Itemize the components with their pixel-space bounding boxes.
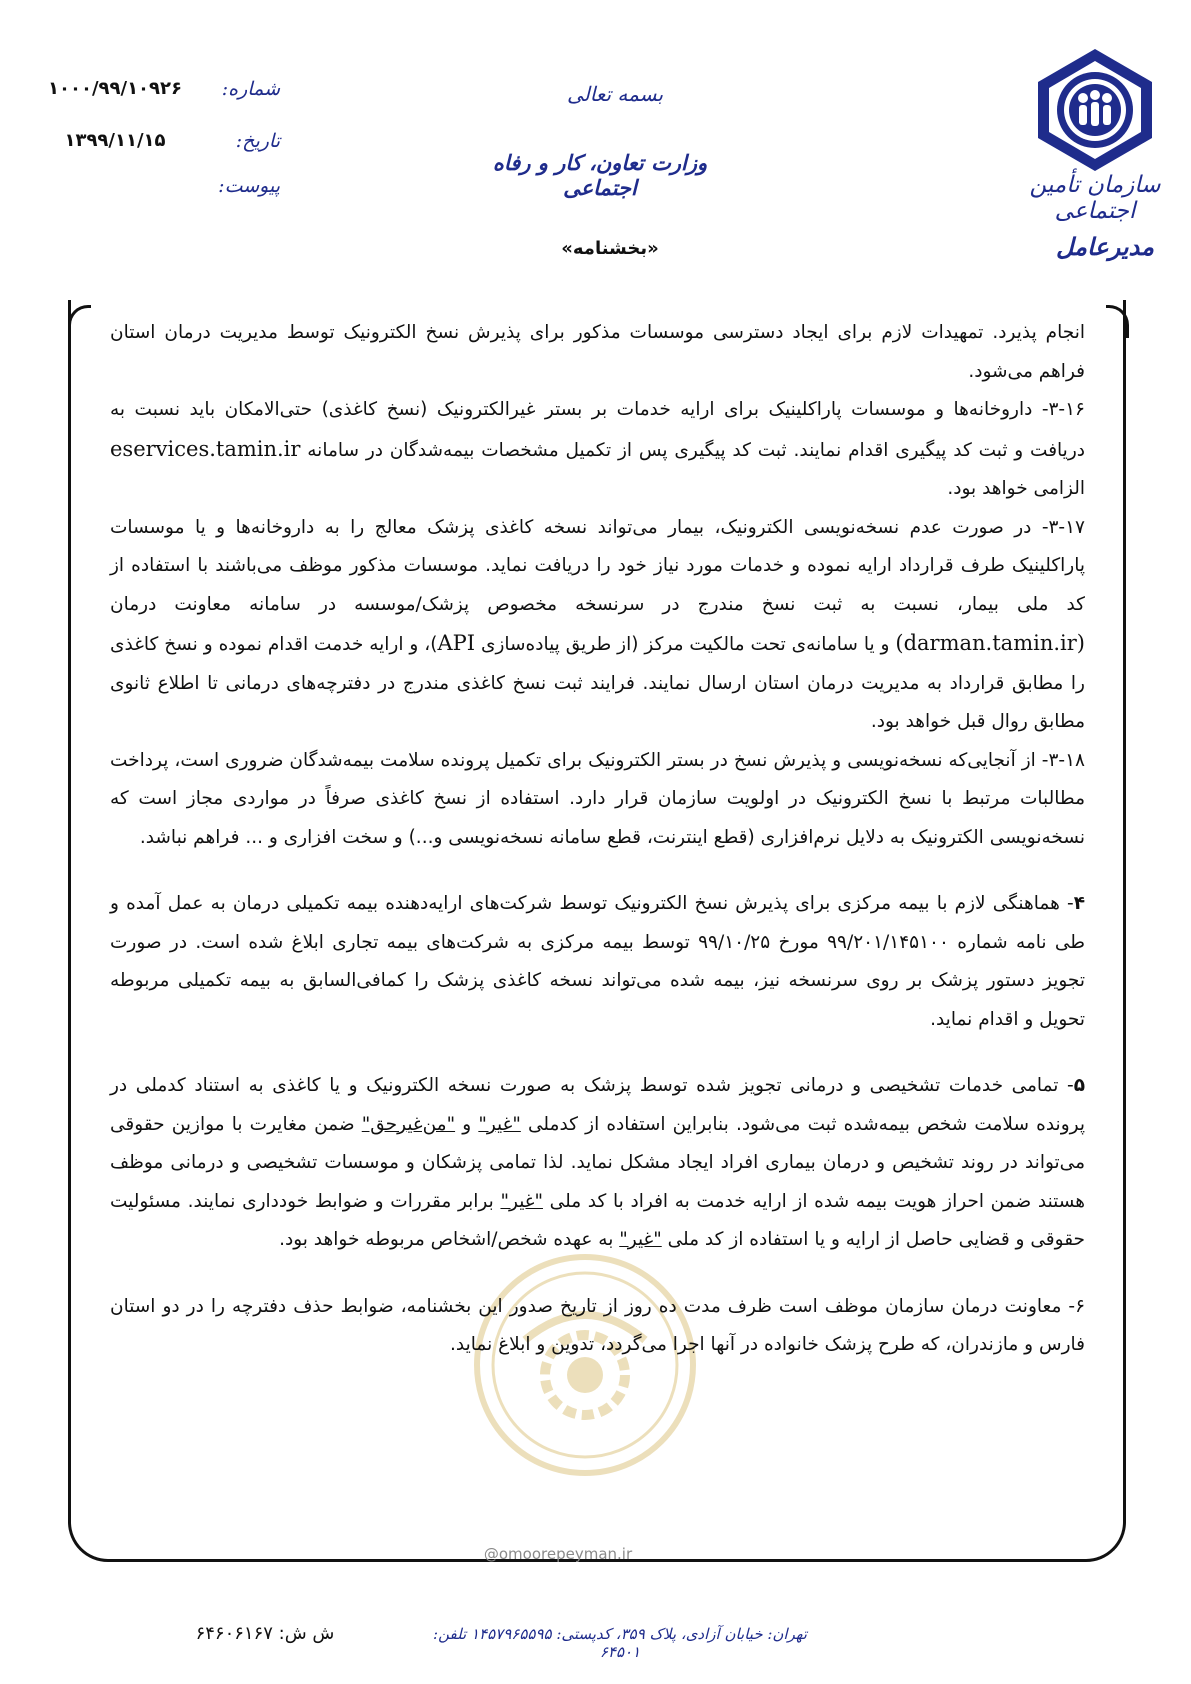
p5-number: ۴: [1073, 893, 1085, 914]
paragraph-3-16: [110, 391, 1085, 509]
date-label: تاریخ:: [235, 130, 280, 152]
eservices-url: eservices.tamin.ir: [110, 436, 301, 461]
p6-text-a: - تمامی خدمات تشخیصی و درمانی تجویز شده توسط پزشک به صورت نسخه الکترونیک و یا کاغذی به استناد کدملی در پرونده سلامت شخص بیمه‌شده ثبت می‌شود. بنابراین استفاده از کدملی: [110, 1075, 1085, 1135]
attachment-label: پیوست:: [218, 175, 280, 197]
p6-text-b: و: [455, 1113, 479, 1135]
p6-underline-2: "من‌غیرحق": [361, 1113, 456, 1135]
circular-body: [110, 314, 1085, 1365]
p6-text-e: به عهده شخص/اشخاص مربوطه خواهد بود.: [279, 1229, 620, 1250]
paragraph-continuation: انجام پذیرد. تمهیدات لازم برای ایجاد دسترسی موسسات مذکور برای پذیرش نسخ الکترونیک توسط مدیریت درمان استان فراهم می‌شود.: [110, 322, 1085, 382]
p6-underline-4: "غیر": [619, 1229, 662, 1250]
number-label: شماره:: [221, 78, 280, 100]
paragraph-5: [110, 1067, 1085, 1260]
p3-text-a: ۳-۱۷- در صورت عدم نسخه‌نویسی الکترونیک، بیمار می‌تواند نسخه کاغذی پزشک معالج را به داروخانه‌ها و یا موسسات پاراکلینیک طرف قرارداد ارایه نموده و خدمات مورد نیاز خود را دریافت نماید. موسسات مذکور موظف می‌باشند با استفاده از کد ملی بیمار، نسبت به ثبت نسخ مندرج در سرنسخه مخصوص پزشک/موسسه در سامانه معاونت درمان: [110, 516, 1085, 615]
api-term: API: [437, 631, 476, 655]
organization-name: سازمان تأمین اجتماعی: [1029, 172, 1161, 224]
circular-title: «بخشنامه»: [561, 238, 659, 259]
date-value: ۱۳۹۹/۱۱/۱۵: [64, 130, 166, 151]
footer-address: تهران: خیابان آزادی، پلاک ۳۵۹، کدپستی: ۱۴۵۷۹۶۵۵۹۵ تلفن: ۶۴۵۰۱: [433, 1625, 807, 1661]
p5-text: - هماهنگی لازم با بیمه مرکزی برای پذیرش نسخ الکترونیک توسط شرکت‌های ارایه‌دهنده بیمه تکمیلی درمان به عمل آمده و طی نامه شماره ۹۹/۲۰۱/۱۴۵۱۰۰ مورخ ۹۹/۱۰/۲۵ توسط بیمه مرکزی به شرکت‌های بیمه تجاری ابلاغ شده است. در صورت تجویز دستور پزشک بر روی سرنسخه نیز، بیمه شده می‌تواند نسخه کاغذی پزشک را کمافی‌السابق به بیمه تکمیلی مربوطه تحویل و اقدام نماید.: [110, 893, 1086, 1030]
p6-underline-1: "غیر": [478, 1113, 521, 1135]
watermark-site: @omoorepeyman.ir: [483, 1545, 633, 1563]
paragraph-3-18: ۳-۱۸- از آنجایی‌که نسخه‌نویسی و پذیرش نسخ در بستر الکترونیک برای تکمیل پرونده سلامت بیمه‌شدگان ضروری است، پرداخت مطالبات مرتبط با نسخ الکترونیک در اولویت سازمان قرار دارد. استفاده از نسخ کاغذی صرفاً در مواردی مجاز است که نسخه‌نویسی الکترونیک به دلایل نرم‌افزاری (قطع اینترنت، قطع سامانه نسخه‌نویسی و...) و سخت افزاری و ... فراهم نباشد.: [110, 749, 1085, 848]
p6-text-d: برابر مقررات و ضوابط خودداری نمایند. مسئولیت حقوقی و قضایی حاصل از ارایه و یا استفاده از کد ملی: [110, 1190, 1085, 1250]
paragraph-4: [110, 885, 1085, 1039]
p2-text-b: الزامی خواهد بود.: [947, 478, 1085, 499]
paragraph-3-17: [110, 509, 1085, 742]
p3-text-c: )، و ارایه خدمت اقدام نموده و نسخ کاغذی را مطابق قرارداد به مدیریت درمان استان ارسال نمایند. فرایند ثبت نسخ کاغذی مندرج در دفترچه‌های درمانی تا اطلاع ثانوی مطابق روال قبل خواهد بود.: [110, 634, 1085, 732]
darman-url: (darman.tamin.ir): [895, 631, 1085, 655]
tamin-logo: [1030, 45, 1160, 175]
p2-text-a: ۳-۱۶- داروخانه‌ها و موسسات پاراکلینیک برای ارایه خدمات بر بستر غیرالکترونیک (نسخ کاغذی) حتی‌الامکان باید نسبت به دریافت و ثبت کد پیگیری اقدام نمایند. ثبت کد پیگیری پس از تکمیل مشخصات بیمه‌شدگان در سامانه: [110, 399, 1085, 461]
p6-text-c: ضمن مغایرت با موازین حقوقی می‌تواند در روند تشخیص و درمان بیماری افراد ایجاد مشکل نماید. لذا تمامی پزشکان و موسسات تشخیصی و درمانی موظف هستند ضمن احراز هویت بیمه شده از ارایه خدمت به افراد با کد ملی: [110, 1113, 1085, 1212]
number-value: ۱۰۰۰/۹۹/۱۰۹۲۶: [48, 78, 182, 99]
director-label: مدیرعامل: [1055, 232, 1155, 261]
p6-number: ۵: [1073, 1075, 1085, 1096]
paragraph-6: ۶- معاونت درمان سازمان موظف است ظرف مدت ده روز از تاریخ صدور این بخشنامه، ضوابط حذف دفترچه را در دو استان فارس و مازندران، که طرح پزشک خانواده در آنها اجرا می‌گردد، تدوین و ابلاغ نماید.: [110, 1295, 1085, 1355]
p6-underline-3: "غیر": [500, 1190, 543, 1212]
p3-text-b: و یا سامانه‌ی تحت مالکیت مرکز (از طریق پیاده‌سازی: [475, 634, 896, 655]
basmala: بسمه تعالی: [566, 82, 664, 106]
footer-code: ش ش: ۶۴۶۰۶۱۶۷: [195, 1623, 335, 1644]
ministry-name: وزارت تعاون، کار و رفاه اجتماعی: [492, 150, 708, 200]
